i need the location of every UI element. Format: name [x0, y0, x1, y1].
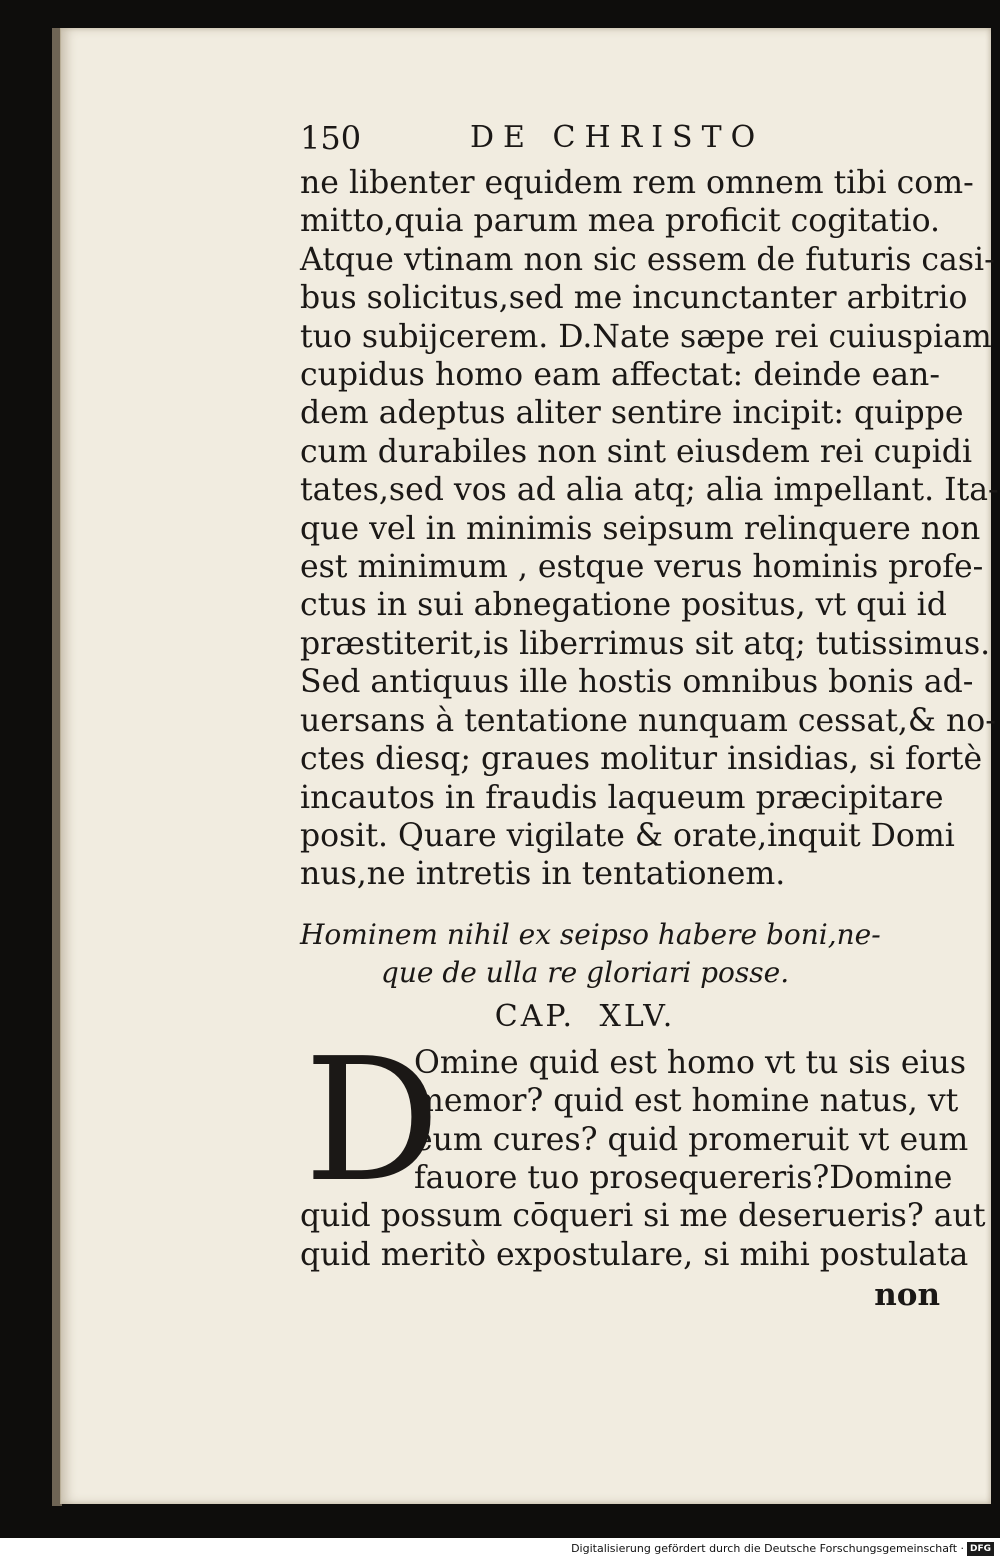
chapter-heading: que de ulla re gloriari posse. [380, 955, 790, 989]
chapter-body [300, 1021, 986, 1314]
running-title: DE CHRISTO [470, 120, 765, 155]
text-line: eum cures? quid promeruit vt eum [414, 1121, 969, 1158]
text-line: ctus in sui abnegatione positus, vt qui id [300, 587, 947, 624]
chapter-heading: Hominem nihil ex seipso habere boni,ne- [300, 917, 881, 951]
text-line: tuo subijcerem. D.Nate sæpe rei cuiuspiam [300, 318, 992, 355]
page-number: 150 [300, 119, 362, 157]
text-line: cum durabiles non sint eiusdem rei cupidi [300, 433, 973, 470]
text-line: tates,sed vos ad alia atq; alia impellant. Ita- [300, 472, 999, 509]
text-line: memor? quid est homine natus, vt [414, 1083, 959, 1120]
text-line: mitto,quia parum mea proficit cogitatio. [300, 203, 941, 240]
text-line: quid meritò expostulare, si mihi postulata [300, 1236, 969, 1273]
text-line: posit. Quare vigilate & orate,inquit Domi [300, 817, 955, 854]
text-block [300, 112, 999, 1314]
text-line: Omine quid est homo vt tu sis eius [414, 1044, 967, 1081]
text-line: uersans à tentatione nunquam cessat,& no- [300, 702, 996, 739]
text-line: est minimum , estque verus hominis profe- [300, 549, 984, 586]
footer-bar [0, 1538, 1000, 1560]
text-line: que vel in minimis seipsum relinquere non [300, 510, 981, 547]
dfg-logo: DFG [967, 1542, 994, 1556]
text-line: nus,ne intretis in tentationem. [300, 856, 786, 893]
chapter-number: CAP. XLV. [494, 998, 676, 1034]
text-line: Atque vtinam non sic essem de futuris casi- [300, 241, 995, 278]
text-line: ne libenter equidem rem omnem tibi com- [300, 165, 974, 201]
text-line: dem adeptus aliter sentire incipit: quippe [300, 395, 964, 432]
running-head [300, 112, 940, 164]
text-line: bus solicitus,sed me incunctanter arbitrio [300, 280, 968, 317]
text-line: incautos in fraudis laqueum præcipitare [300, 779, 944, 816]
text-line: cupidus homo eam affectat: deinde ean- [300, 357, 940, 394]
drop-cap: D [304, 1021, 441, 1220]
text-line: fauore tuo prosequereris?Domine [414, 1159, 953, 1196]
text-line: quid possum cōqueri si me deserueris? aut [300, 1198, 986, 1235]
text-line: præstiterit,is liberrimus sit atq; tutissimus. [300, 625, 991, 662]
body-text [300, 164, 999, 894]
text-line: ctes diesq; graues molitur insidias, si fortè [300, 741, 983, 778]
text-line: Sed antiquus ille hostis omnibus bonis ad- [300, 664, 974, 701]
catchword: non [874, 1277, 940, 1314]
funding-credit: Digitalisierung gefördert durch die Deutsche Forschungsgemeinschaft · [571, 1542, 964, 1555]
